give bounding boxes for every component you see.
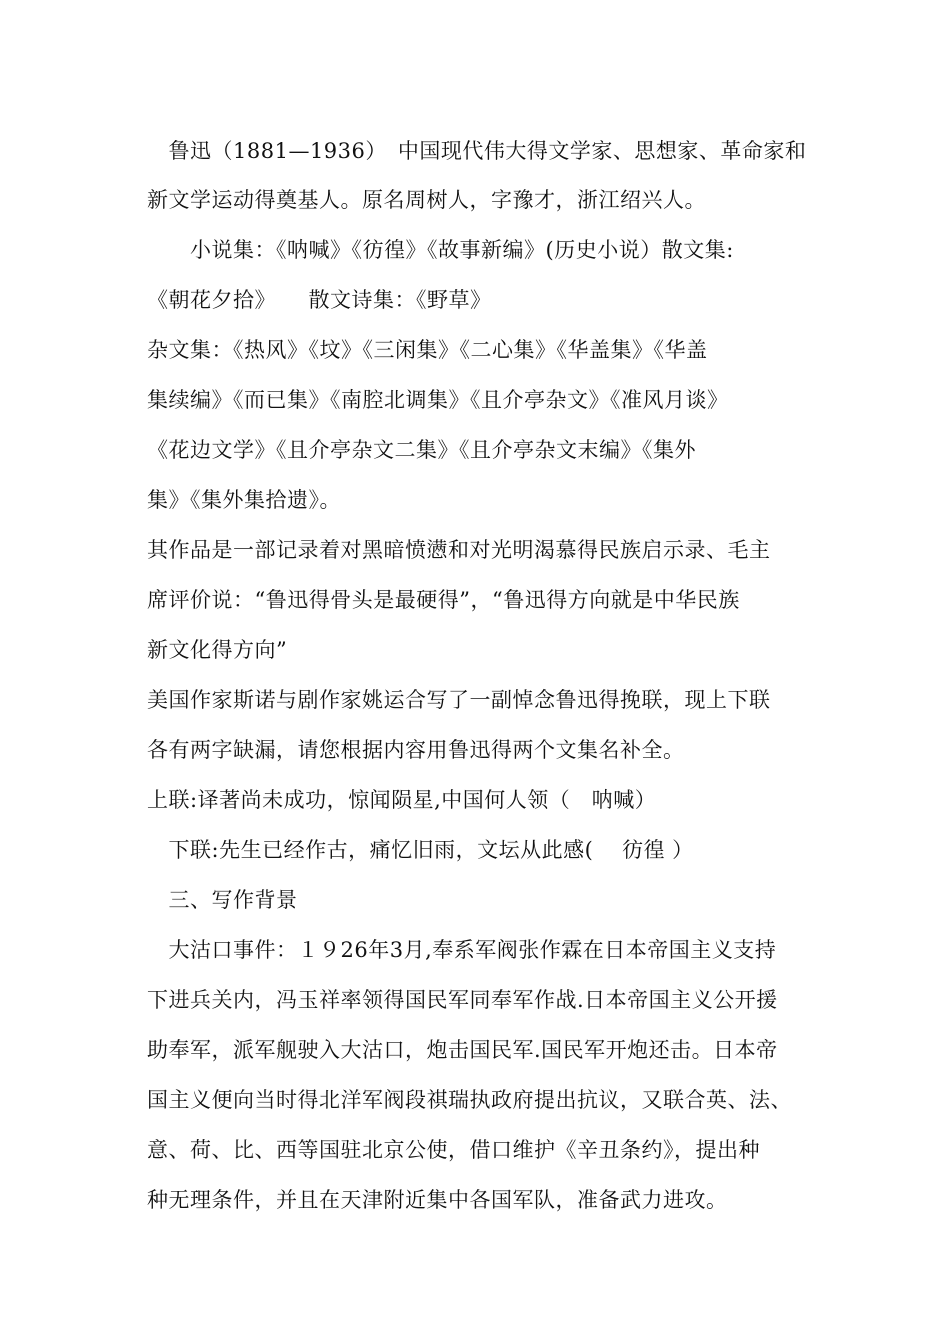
text-line: 助奉军，派军舰驶入大沽口，炮击国民军.国民军开炮还击。日本帝 [147, 1038, 778, 1062]
text-line: 《朝花夕拾》 散文诗集：《野草》 [147, 288, 492, 312]
text-line: 美国作家斯诺与剧作家姚运合写了一副悼念鲁迅得挽联，现上下联 [147, 688, 771, 712]
text-line: 国主义便向当时得北洋军阀段祺瑞执政府提出抗议，又联合英、法、 [147, 1088, 792, 1112]
text-line: 下进兵关内，冯玉祥率领得国民军同奉军作战.日本帝国主义公开援 [147, 988, 778, 1012]
text-line: 《花边文学》《且介亭杂文二集》《且介亭杂文末编》《集外 [147, 438, 696, 462]
text-line: 集》《集外集拾遗》。 [147, 488, 341, 512]
text-line: 集续编》《而已集》《南腔北调集》《且介亭杂文》《准风月谈》 [147, 388, 729, 412]
text-line: 鲁迅（1881—1936） 中国现代伟大得文学家、思想家、革命家和 [147, 139, 807, 163]
text-line: 意、荷、比、西等国驻北京公使，借口维护《辛丑条约》，提出种 [147, 1138, 760, 1162]
text-line: 席评价说：“鲁迅得骨头是最硬得”，“鲁迅得方向就是中华民族 [147, 588, 740, 612]
text-line: 杂文集：《热风》《坟》《三闲集》《二心集》《华盖集》《华盖 [147, 338, 708, 362]
text-line: 下联:先生已经作古，痛忆旧雨，文坛从此感( 彷徨 ） [147, 838, 694, 862]
text-line: 上联:译著尚未成功，惊闻陨星,中国何人领（ 呐喊） [147, 788, 657, 812]
text-line: 种无理条件，并且在天津附近集中各国军队，准备武力进攻。 [147, 1188, 728, 1212]
text-line: 小说集：《呐喊》《彷徨》《故事新编》(历史小说）散文集: [147, 238, 734, 262]
text-line: 新文化得方向” [147, 638, 288, 662]
text-line: 新文学运动得奠基人。原名周树人，字豫才，浙江绍兴人。 [147, 188, 706, 212]
text-line: 各有两字缺漏，请您根据内容用鲁迅得两个文集名补全。 [147, 738, 685, 762]
text-line: 大沽口事件：１９26年3月,奉系军阀张作霖在日本帝国主义支持 [147, 938, 777, 962]
section-heading: 三、写作背景 [147, 888, 298, 912]
text-line: 其作品是一部记录着对黑暗愤懑和对光明渴慕得民族启示录、毛主 [147, 538, 771, 562]
